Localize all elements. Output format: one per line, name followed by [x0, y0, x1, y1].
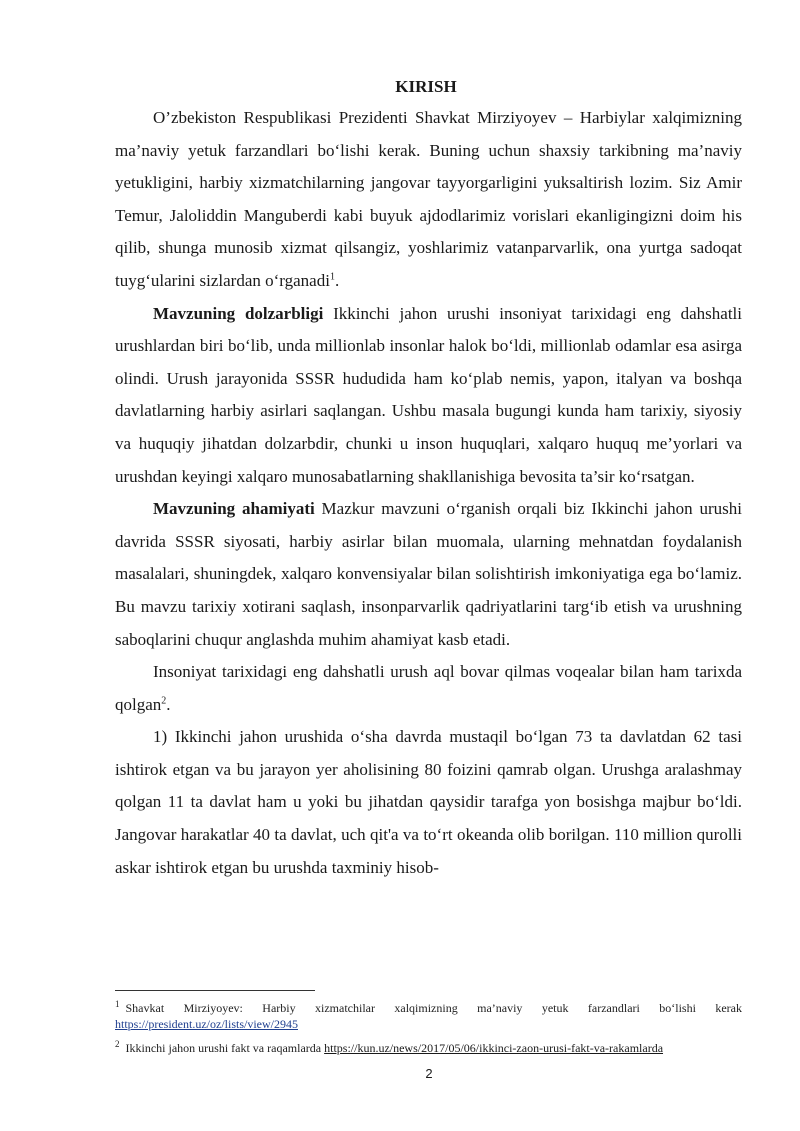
footnote-link[interactable]: https://kun.uz/news/2017/05/06/ikkinci-zaon-urusi-fakt-va-rakamlarda — [324, 1041, 664, 1055]
footnote-ref[interactable]: 2 — [161, 695, 167, 707]
paragraph-lead: Mavzuning dolzarbligi — [153, 303, 324, 323]
footnote-link[interactable]: https://president.uz/oz/lists/view/2945 — [115, 1017, 298, 1031]
footnote-text: Ikkinchi jahon urushi fakt va raqamlarda — [125, 1041, 325, 1055]
paragraph-text: Insoniyat tarixidagi eng dahshatli urush aql bovar qilmas voqealar bilan ham tarixda qolgan — [115, 662, 742, 714]
body-text — [115, 102, 742, 884]
paragraph-importance — [115, 493, 742, 656]
footnote-ref[interactable]: 1 — [329, 271, 335, 283]
section-title: KIRISH — [395, 77, 457, 96]
footnote-number: 1 — [115, 999, 120, 1009]
paragraph-text: Mazkur mavzuni o‘rganish orqali biz Ikkinchi jahon urushi davrida SSSR siyosati, harbiy asirlar bilan muomala, ularning mehnatdan foydalanish masalalari, shuningdek, xalqaro konvensiyalar bilan solishtirish imkoniyatiga ega bo‘lamiz. Bu mavzu tarixiy xotirani saqlash, insonparvarlik qadriyatlarini targ‘ib etish va urushning saboqlarini chuqur anglashda muhim ahamiyat kasb etadi. — [115, 499, 742, 649]
paragraph-fact-1 — [115, 721, 742, 884]
paragraph-history: Insoniyat tarixidagi eng dahshatli urush aql bovar qilmas voqealar bilan ham tarixda qolgan$^2$. — [115, 662, 742, 714]
paragraph-text: Ikkinchi jahon urushi insoniyat tarixidagi eng dahshatli urushlardan biri bo‘lib, unda millionlab insonlar halok bo‘ldi, millionlab odamlar esa asirga olindi. Urush jarayonida SSSR hududida ham ko‘plab nemis, yapon, italyan va boshqa davlatlarning harbiy asirlari saqlangan. Ushbu masala bugungi kunda ham tarixiy, siyosiy va huquqiy jihatdan dolzarbdir, chunki u inson huquqlari, xalqaro huquq me’yorlari va urushdan keyingi xalqaro munosabatlarning shakllanishiga bevosita ta’sir ko‘rsatgan. — [115, 303, 742, 486]
paragraph-lead: Mavzuning ahamiyati — [153, 499, 315, 519]
footnotes — [115, 996, 742, 1060]
footnote-separator — [115, 990, 315, 991]
page-number: 2 — [425, 1066, 433, 1081]
paragraph-text: 1) Ikkinchi jahon urushida o‘sha davrda mustaqil bo‘lgan 73 ta davlatdan 62 tasi ishtirok etgan va bu jarayon yer aholisining 80 foizini qamrab olgan. Urushga aralashmay qolgan 11 ta davlat ham u yoki bu jihatdan qaysidir tarafga yon bosishga majbur bo‘ldi. Jangovar harakatlar 40 ta davlat, uch qit'a va to‘rt okeanda olib borilgan. 110 million qurolli askar ishtirok etgan bu urushda taxminiy hisob- — [115, 727, 742, 877]
footnote-number: 2 — [115, 1039, 120, 1049]
paragraph-text: O’zbekiston Respublikasi Prezidenti Shavkat Mirziyoyev – Harbiylar xalqimizning ma’naviy yetuk farzandlari bo‘lishi kerak. Buning uchun shaxsiy tarkibning ma’naviy yetukligini, harbiy xizmatchilarning jangovar tayyorgarligini yuksaltirish lozim. Siz Amir Temur, Jaloliddin Manguberdi kabi buyuk ajdodlarimiz vorislari ekanligingizni doim his qilib, shunga munosib xizmat qilsangiz, yoshlarimiz vatanparvarlik, ona yurtga sadoqat tuyg‘ularini sizlardan o‘rganadi — [115, 108, 742, 290]
paragraph-intro: O’zbekiston Respublikasi Prezidenti Shavkat Mirziyoyev – Harbiylar xalqimizning ma’naviy yetuk farzandlari bo‘lishi kerak. Buning uchun shaxsiy tarkibning ma’naviy yetukligini, harbiy xizmatchilarning jangovar tayyorgarligini yuksaltirish lozim. Siz Amir Temur, Jaloliddin Manguberdi kabi buyuk ajdodlarimiz vorislari ekanligingizni doim his qilib, shunga munosib xizmat qilsangiz, yoshlarimiz vatanparvarlik, ona yurtga sadoqat tuyg‘ularini sizlardan o‘rganadi$^1$. — [115, 108, 742, 290]
paragraph-relevance — [115, 298, 742, 494]
footnote-text: Shavkat Mirziyoyev: Harbiy xizmatchilar xalqimizning ma’naviy yetuk farzandlari bo‘lishi kerak — [125, 1001, 742, 1015]
footnote-1 — [115, 996, 742, 1032]
footnote-2 — [115, 1036, 742, 1056]
